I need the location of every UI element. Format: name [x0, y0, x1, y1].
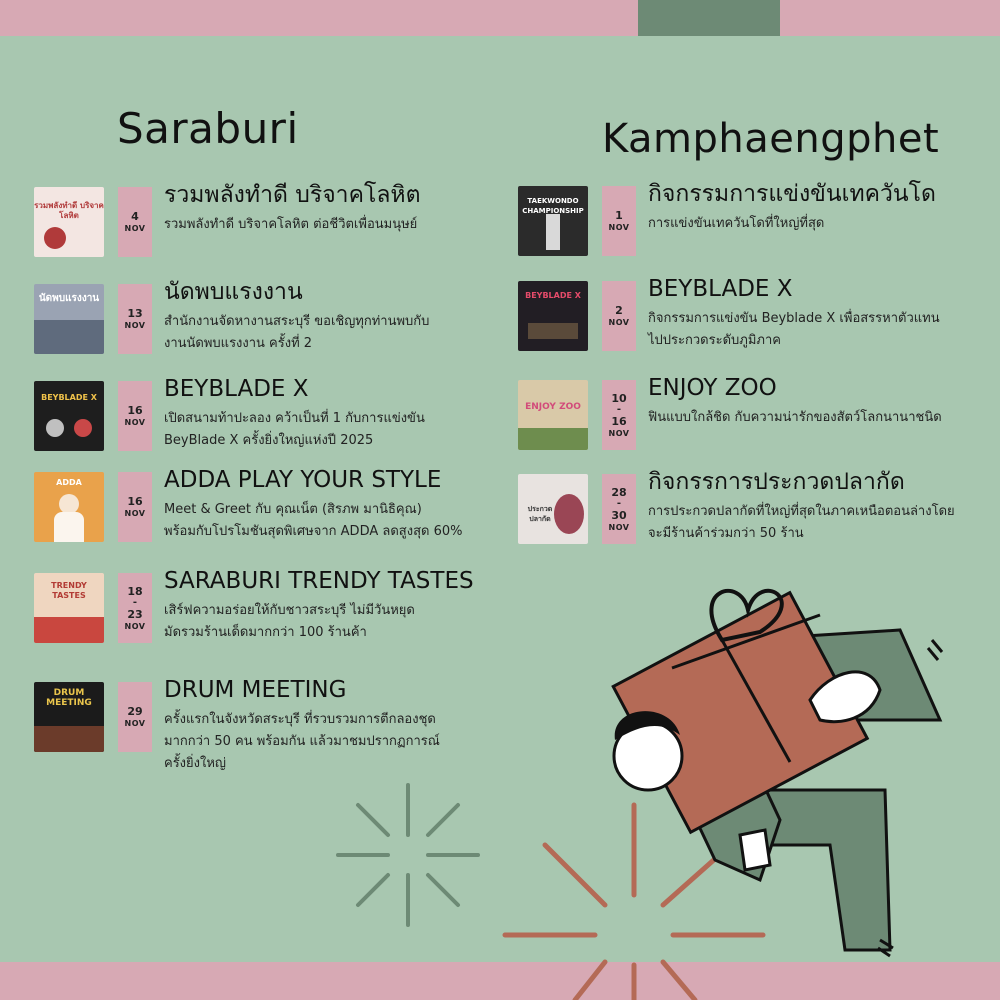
poster-text: DRUM MEETING — [46, 688, 92, 708]
poster-text: BEYBLADE X — [41, 393, 97, 402]
sparkle-green — [338, 785, 478, 925]
event-month: NOV — [124, 418, 146, 427]
date-range-dash: - — [132, 596, 138, 608]
event-description-line: การแข่งขันเทควันโดที่ใหญ่ที่สุด — [648, 216, 825, 231]
poster-text: ENJOY ZOO — [525, 402, 581, 412]
poster-text: รวมพลังทำดี บริจาคโลหิต — [34, 201, 104, 220]
event-title: ENJOY ZOO — [648, 375, 777, 401]
event-day: 1 — [615, 209, 623, 222]
event-month: NOV — [608, 522, 630, 532]
event-day: 13 — [127, 307, 143, 320]
poster-text: นัดพบแรงงาน — [38, 293, 100, 304]
event-description-line: ฟินแบบใกล้ชิด กับความน่ารักของสัตว์โลกนานาชนิด — [648, 410, 942, 425]
event-month: NOV — [608, 318, 630, 327]
event-day: 2 — [615, 304, 623, 317]
event-title: BEYBLADE X — [648, 276, 793, 302]
event-title: ADDA PLAY YOUR STYLE — [164, 467, 442, 493]
event-day: 29 — [127, 705, 143, 718]
event-month: NOV — [124, 719, 146, 728]
event-day: 28 — [611, 485, 627, 499]
date-range-dash: - — [616, 497, 622, 509]
event-description-line: BeyBlade X ครั้งยิ่งใหญ่แห่งปี 2025 — [164, 433, 374, 448]
poster-text: ADDA — [56, 478, 82, 487]
event-description-line: ไปประกวดระดับภูมิภาค — [648, 333, 781, 348]
event-description-line: รวมพลังทำดี บริจาคโลหิต ต่อชีวิตเพื่อนมนุษย์ — [164, 217, 418, 232]
event-month: NOV — [608, 428, 630, 438]
event-description-line: งานนัดพบแรงงาน ครั้งที่ 2 — [164, 336, 313, 351]
poster-text: TAEKWONDO CHAMPIONSHIP — [522, 197, 584, 215]
event-month: NOV — [608, 223, 630, 232]
event-day-end: 23 — [127, 607, 143, 621]
event-day-end: 16 — [611, 414, 627, 428]
event-description-line: มัดรวมร้านเด็ดมากกว่า 100 ร้านค้า — [164, 625, 367, 640]
event-month: NOV — [124, 621, 146, 631]
province-heading-kamphaengphet: Kamphaengphet — [602, 116, 940, 162]
event-month: NOV — [124, 509, 146, 518]
poster-text: BEYBLADE X — [525, 291, 581, 300]
event-title: SARABURI TRENDY TASTES — [164, 568, 474, 594]
event-description-line: สำนักงานจัดหางานสระบุรี ขอเชิญทุกท่านพบกับ — [164, 314, 430, 329]
event-day: 18 — [127, 584, 143, 598]
event-description-line: เปิดสนามท้าปะลอง คว้าเป็นที่ 1 กับการแข่งขัน — [164, 411, 425, 426]
event-description-line: Meet & Greet กับ คุณเน็ต (สิรภพ มานิธิคุณ) — [164, 502, 422, 517]
event-description-line: จะมีร้านค้าร่วมกว่า 50 ร้าน — [648, 526, 804, 541]
event-day-end: 30 — [611, 508, 627, 522]
date-range-dash: - — [616, 403, 622, 415]
event-title: รวมพลังทำดี บริจาคโลหิต — [164, 182, 421, 208]
event-day: 16 — [127, 495, 143, 508]
event-month: NOV — [124, 224, 146, 233]
province-heading-saraburi: Saraburi — [117, 104, 299, 153]
poster-text: ประกวดปลากัด — [527, 505, 553, 523]
event-title: DRUM MEETING — [164, 677, 347, 703]
event-description-line: ครั้งแรกในจังหวัดสระบุรี ที่รวบรวมการตีกลองชุด — [164, 712, 436, 727]
event-description-line: ครั้งยิ่งใหญ่ — [164, 756, 226, 771]
event-description-line: กิจกรรมการแข่งขัน Beyblade X เพื่อสรรหาตัวแทน — [648, 311, 940, 326]
event-description-line: เสิร์ฟความอร่อยให้กับชาวสระบุรี ไม่มีวันหยุด — [164, 603, 415, 618]
event-day: 10 — [611, 391, 627, 405]
event-title: กิจกรรมการแข่งขันเทควันโด — [648, 181, 936, 207]
event-title: กิจกรรการประกวดปลากัด — [648, 469, 905, 495]
poster-text: TRENDY TASTES — [51, 581, 87, 600]
event-description-line: มากกว่า 50 คน พร้อมกัน แล้วมาชมปรากฏการณ์ — [164, 734, 440, 749]
event-title: นัดพบแรงงาน — [164, 279, 303, 305]
event-day: 4 — [131, 210, 139, 223]
event-month: NOV — [124, 321, 146, 330]
event-title: BEYBLADE X — [164, 376, 309, 402]
event-day: 16 — [127, 404, 143, 417]
event-description-line: การประกวดปลากัดที่ใหญ่ที่สุดในภาคเหนือตอนล่างโดย — [648, 504, 955, 519]
event-description-line: พร้อมกับโปรโมชันสุดพิเศษจาก ADDA ลดสูงสุด 60% — [164, 524, 463, 539]
